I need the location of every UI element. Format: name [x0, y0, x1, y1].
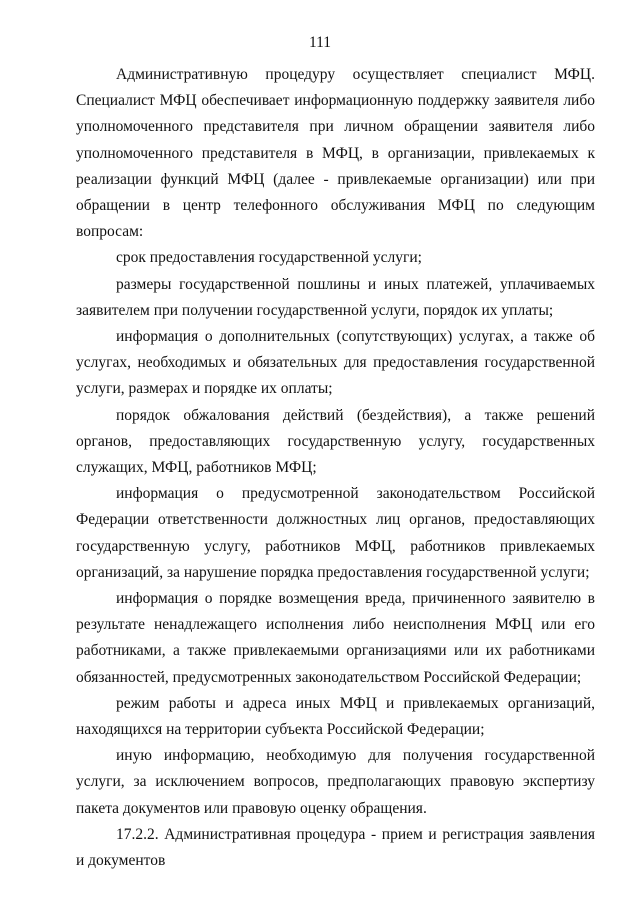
- page-number: 111: [308, 34, 332, 51]
- paragraph-item-damage-compensation: информация о порядке возмещения вреда, причиненного заявителю в результате ненадлежащего исполнения либо неисполнения МФЦ или его работниками, а также привлекаемыми организациями или их работниками обязанностей, предусмотренных законодательством Российской Федерации;: [76, 590, 595, 686]
- body-text: [76, 62, 595, 874]
- paragraph-item-other-info: иную информацию, необходимую для получения государственной услуги, за исключением вопросов, предполагающих правовую экспертизу пакета документов или правовую оценку обращения.: [76, 747, 595, 817]
- paragraph-item-appeal-procedure: порядок обжалования действий (бездействия), а также решений органов, предоставляющих государственную услугу, государственных служащих, МФЦ, работников МФЦ;: [76, 406, 595, 477]
- paragraph-item-liability: информация о предусмотренной законодательством Российской Федерации ответственности должностных лиц органов, предоставляющих государственную услугу, работников МФЦ, работников привлекаемых организаций, за нарушение порядка предоставления государственной услуги;: [76, 485, 595, 581]
- paragraph-item-service-term: срок предоставления государственной услуги;: [116, 249, 422, 267]
- paragraph-item-additional-services: информация о дополнительных (сопутствующих) услугах, а также об услугах, необходимых и обязательных для предоставления государственной услуги, размерах и порядке их оплаты;: [76, 328, 595, 398]
- paragraph-section-heading: 17.2.2. Административная процедура - прием и регистрация заявления и документов: [76, 825, 595, 870]
- paragraph-item-fees: размеры государственной пошлины и иных платежей, уплачиваемых заявителем при получении государственной услуги, порядок их уплаты;: [76, 275, 595, 319]
- paragraph-intro: Административную процедуру осуществляет специалист МФЦ. Специалист МФЦ обеспечивает информационную поддержку заявителя либо уполномоченного представителя при личном обращении заявителя либо уполномоченного представителя в МФЦ, в организации, привлекаемых к реализации функций МФЦ (далее - привлекаемые организации) или при обращении в центр телефонного обслуживания МФЦ по следующим вопросам:: [76, 66, 595, 241]
- paragraph-item-working-hours: режим работы и адреса иных МФЦ и привлекаемых организаций, находящихся на территории субъекта Российской Федерации;: [76, 694, 595, 739]
